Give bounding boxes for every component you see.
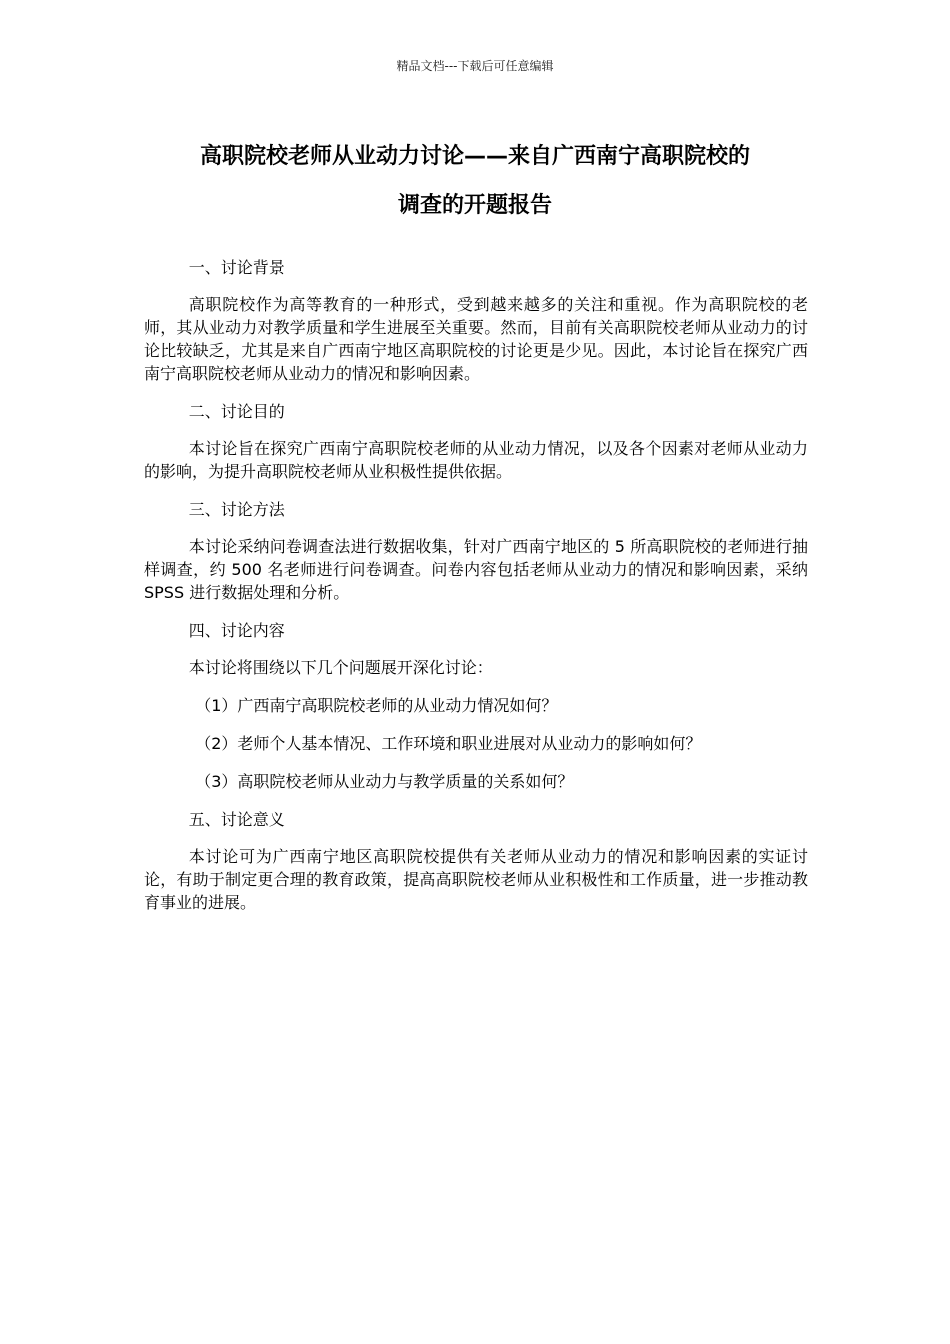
section-text-significance: 本讨论可为广西南宁地区高职院校提供有关老师从业动力的情况和影响因素的实证讨论，有助于制定更合理的教育政策，提高高职院校老师从业积极性和工作质量，进一步推动教育事业的进展。 xyxy=(144,847,808,912)
section-heading-significance: 五、讨论意义 xyxy=(188,810,285,829)
section-heading-content: 四、讨论内容 xyxy=(188,621,285,640)
research-question-2: （2）老师个人基本情况、工作环境和职业进展对从业动力的影响如何？ xyxy=(195,734,702,753)
section-heading-background: 一、讨论背景 xyxy=(188,258,285,277)
section-heading-purpose: 二、讨论目的 xyxy=(188,402,285,421)
research-question-3: （3）高职院校老师从业动力与教学质量的关系如何？ xyxy=(195,772,574,791)
section-text-method: 本讨论采纳问卷调查法进行数据收集，针对广西南宁地区的 5 所高职院校的老师进行抽样调查，约 500 名老师进行问卷调查。问卷内容包括老师从业动力的情况和影响因素，采纳 SPSS 进行数据处理和分析。 xyxy=(144,537,808,602)
research-question-1: （1）广西南宁高职院校老师的从业动力情况如何？ xyxy=(195,696,558,715)
header-note: 精品文档---下载后可任意编辑 xyxy=(396,59,554,73)
document-body xyxy=(144,256,808,929)
title-line-2: 调查的开题报告 xyxy=(397,193,552,218)
section-text-background: 高职院校作为高等教育的一种形式，受到越来越多的关注和重视。作为高职院校的老师，其从业动力对教学质量和学生进展至关重要。然而，目前有关高职院校老师从业动力的讨论比较缺乏，尤其是来自广西南宁地区高职院校的讨论更是少见。因此，本讨论旨在探究广西南宁高职院校老师从业动力的情况和影响因素。 xyxy=(144,295,808,383)
title-line-1: 高职院校老师从业动力讨论——来自广西南宁高职院校的 xyxy=(199,144,750,169)
section-heading-method: 三、讨论方法 xyxy=(188,500,285,519)
section-text-content-intro: 本讨论将围绕以下几个问题展开深化讨论： xyxy=(188,658,493,677)
document-title xyxy=(130,132,820,230)
section-text-purpose: 本讨论旨在探究广西南宁高职院校老师的从业动力情况，以及各个因素对老师从业动力的影响，为提升高职院校老师从业积极性提供依据。 xyxy=(144,439,808,481)
